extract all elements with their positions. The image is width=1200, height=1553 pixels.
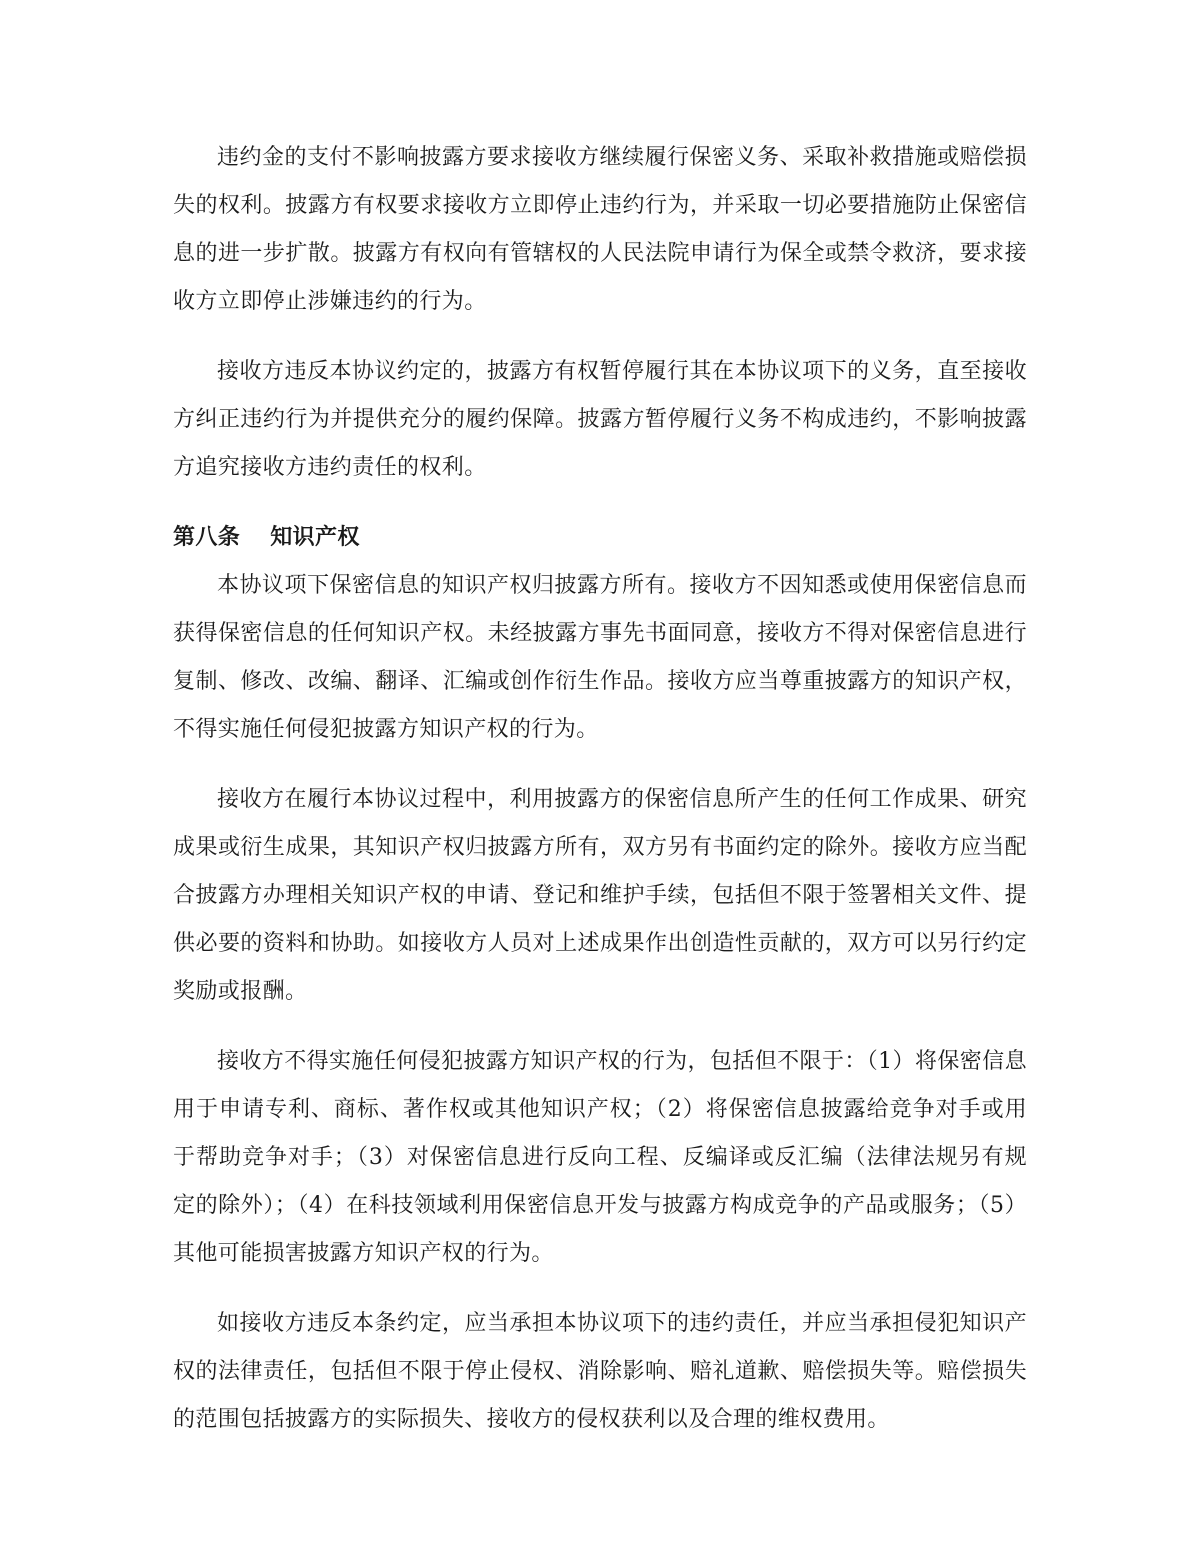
paragraph-suspension: 接收方违反本协议约定的，披露方有权暂停履行其在本协议项下的义务，直至接收方纠正违约行为并提供充分的履约保障。披露方暂停履行义务不构成违约，不影响披露方追究接收方违约责任的权利。 — [173, 359, 1027, 480]
paragraph-work-results: 接收方在履行本协议过程中，利用披露方的保密信息所产生的任何工作成果、研究成果或衍生成果，其知识产权归披露方所有，双方另有书面约定的除外。接收方应当配合披露方办理相关知识产权的申请、登记和维护手续，包括但不限于签署相关文件、提供必要的资料和协助。如接收方人员对上述成果作出创造性贡献的，双方可以另行约定奖励或报酬。 — [173, 787, 1027, 1004]
document-body — [173, 134, 1027, 1466]
section-heading — [173, 514, 1027, 562]
paragraph-remedies: 违约金的支付不影响披露方要求接收方继续履行保密义务、采取补救措施或赔偿损失的权利。披露方有权要求接收方立即停止违约行为，并采取一切必要措施防止保密信息的进一步扩散。披露方有权向有管辖权的人民法院申请行为保全或禁令救济，要求接收方立即停止涉嫌违约的行为。 — [173, 145, 1027, 314]
paragraph-ip-ownership: 本协议项下保密信息的知识产权归披露方所有。接收方不因知悉或使用保密信息而获得保密信息的任何知识产权。未经披露方事先书面同意，接收方不得对保密信息进行复制、修改、改编、翻译、汇编或创作衍生作品。接收方应当尊重披露方的知识产权，不得实施任何侵犯披露方知识产权的行为。 — [173, 573, 1027, 742]
section-title: 知识产权 — [270, 525, 360, 550]
paragraph-liability: 如接收方违反本条约定，应当承担本协议项下的违约责任，并应当承担侵犯知识产权的法律责任，包括但不限于停止侵权、消除影响、赔礼道歉、赔偿损失等。赔偿损失的范围包括披露方的实际损失、接收方的侵权获利以及合理的维权费用。 — [173, 1311, 1027, 1432]
section-number: 第八条 — [173, 525, 241, 550]
paragraph-prohibited-acts: 接收方不得实施任何侵犯披露方知识产权的行为，包括但不限于：（1）将保密信息用于申请专利、商标、著作权或其他知识产权；（2）将保密信息披露给竞争对手或用于帮助竞争对手；（3）对保密信息进行反向工程、反编译或反汇编（法律法规另有规定的除外）；（4）在科技领域利用保密信息开发与披露方构成竞争的产品或服务；（5）其他可能损害披露方知识产权的行为。 — [173, 1049, 1027, 1266]
